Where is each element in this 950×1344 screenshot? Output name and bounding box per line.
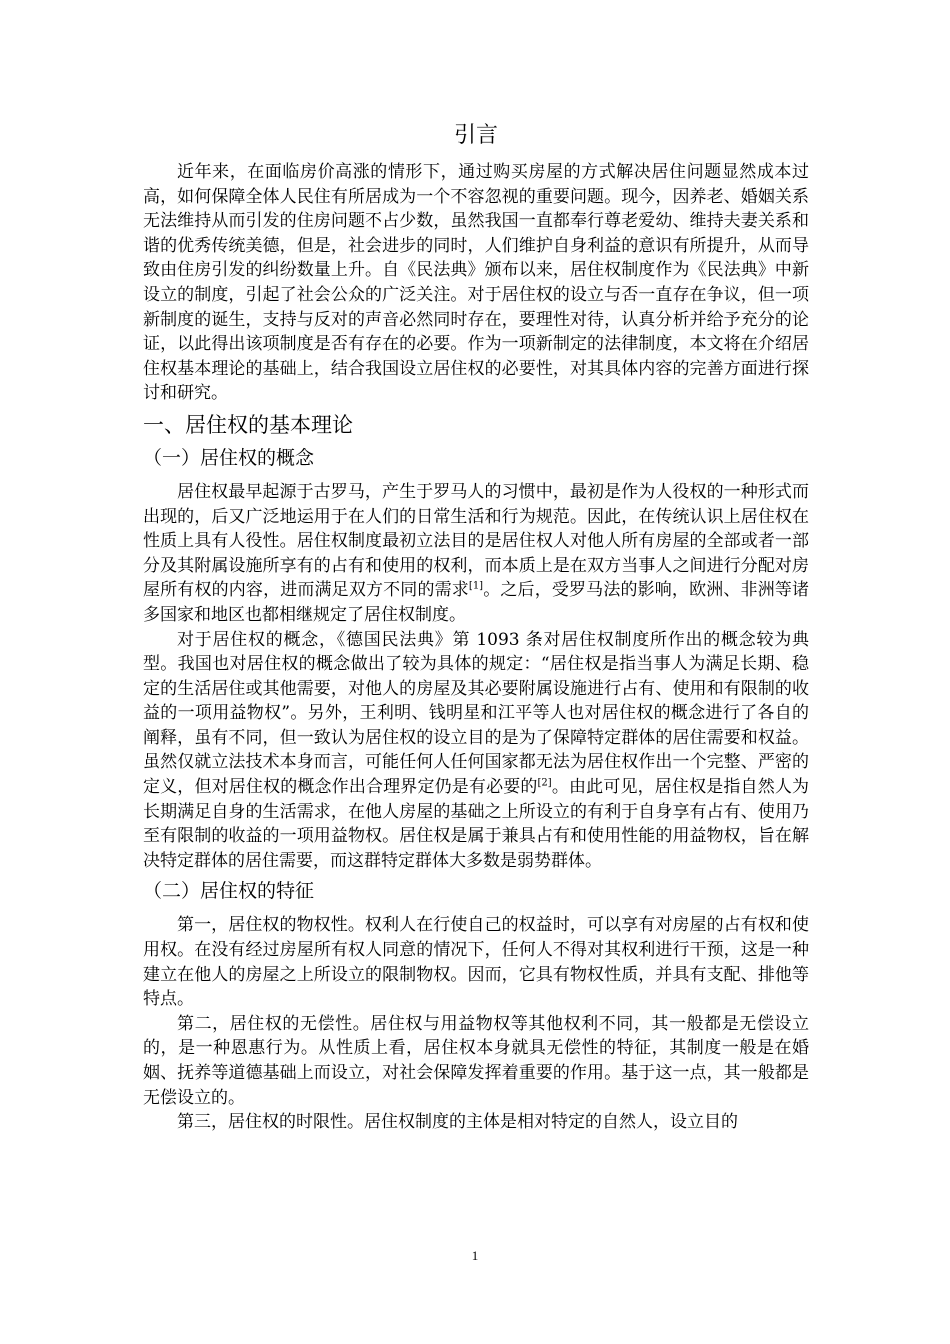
page-content — [143, 120, 809, 1135]
concept-paragraph-1-tail: 。之后，受罗马法的影响，欧洲、非洲等诸多国家和地区也都相继规定了居住权制度。 — [143, 580, 810, 625]
subsection-heading-features: （二）居住权的特征 — [143, 880, 315, 903]
page-title: 引言 — [453, 123, 498, 148]
citation-ref-2: [2] — [537, 777, 552, 789]
page-number: 1 — [471, 1248, 479, 1263]
section-heading-basic-theory: 一、居住权的基本理论 — [143, 412, 353, 437]
concept-paragraph-1 — [143, 480, 809, 628]
feature-paragraph-1: 第一，居住权的物权性。权利人在行使自己的权益时，可以享有对房屋的占有权和使用权。在没有经过房屋所有权人同意的情况下，任何人不得对其权利进行干预，这是一种建立在他人的房屋之上所设立的限制物权。因而，它具有物权性质，并具有支配、排他等特点。 — [143, 915, 809, 1010]
feature-paragraph-3: 第三，居住权的时限性。居住权制度的主体是相对特定的自然人，设立目的 — [177, 1112, 738, 1133]
intro-paragraph: 近年来，在面临房价高涨的情形下，通过购买房屋的方式解决居住问题显然成本过高，如何保障全体人民住有所居成为一个不容忽视的重要问题。现今，因养老、婚姻关系无法维持从而引发的住房问题不占少数，虽然我国一直都奉行尊老爱幼、维持夫妻关系和谐的优秀传统美德，但是，社会进步的同时，人们维护自身利益的意识有所提升，从而导致由住房引发的纠纷数量上升。自《民法典》颁布以来，居住权制度作为《民法典》中新设立的制度，引起了社会公众的广泛关注。对于居住权的设立与否一直存在争议，但一项新制度的诞生，支持与反对的声音必然同时存在，要理性对待，认真分析并给予充分的论证，以此得出该项制度是否有存在的必要。作为一项新制定的法律制度，本文将在介绍居住权基本理论的基础上，结合我国设立居住权的必要性，对其具体内容的完善方面进行探讨和研究。 — [143, 162, 809, 404]
feature-paragraph-2: 第二，居住权的无偿性。居住权与用益物权等其他权利不同，其一般都是无偿设立的，是一种恩惠行为。从性质上看，居住权本身就具无偿性的特征，其制度一般是在婚姻、抚养等道德基础上而设立，对社会保障发挥着重要的作用。基于这一点，其一般都是无偿设立的。 — [143, 1013, 809, 1108]
concept-paragraph-1-text: 居住权最早起源于古罗马，产生于罗马人的习惯中，最初是作为人役权的一种形式而出现的，后又广泛地运用于在人们的日常生活和行为规范。因此，在传统认识上居住权在性质上具有人役性。居住权制度最初立法目的是居住权人对他人所有房屋的全部或者一部分及其附属设施所享有的占有和使用的权利，而本质上是在双方当事人之间进行分配对房屋所有权的内容，进而满足双方不同的需求 — [143, 481, 809, 601]
concept-paragraph-2 — [143, 628, 809, 874]
concept-paragraph-2-tail: 。由此可见，居住权是指自然人为长期满足自身的生活需求，在他人房屋的基础之上所设立的有利于自身享有占有、使用乃至有限制的收益的一项用益物权。居住权是属于兼具占有和使用性能的用益物权，旨在解决特定群体的居住需要，而这群特定群体大多数是弱势群体。 — [143, 777, 810, 871]
concept-paragraph-2-text: 对于居住权的概念，《德国民法典》第 1093 条对居住权制度所作出的概念较为典型。我国也对居住权的概念做出了较为具体的规定：“居住权是指当事人为满足长期、稳定的生活居住或其他需要，对他人的房屋及其必要附属设施进行占有、使用和有限制的收益的一项用益物权”。另外，王利明、钱明星和江平等人也对居住权的概念进行了各自的阐释，虽有不同，但一致认为居住权的设立目的是为了保障特定群体的居住需要和权益。虽然仅就立法技术本身而言，可能任何人任何国家都无法为居住权作出一个完整、严密的定义，但对居住权的概念作出合理界定仍是有必要的 — [143, 629, 809, 798]
subsection-heading-concept: （一）居住权的概念 — [143, 446, 315, 469]
citation-ref-1: [1] — [468, 580, 484, 592]
